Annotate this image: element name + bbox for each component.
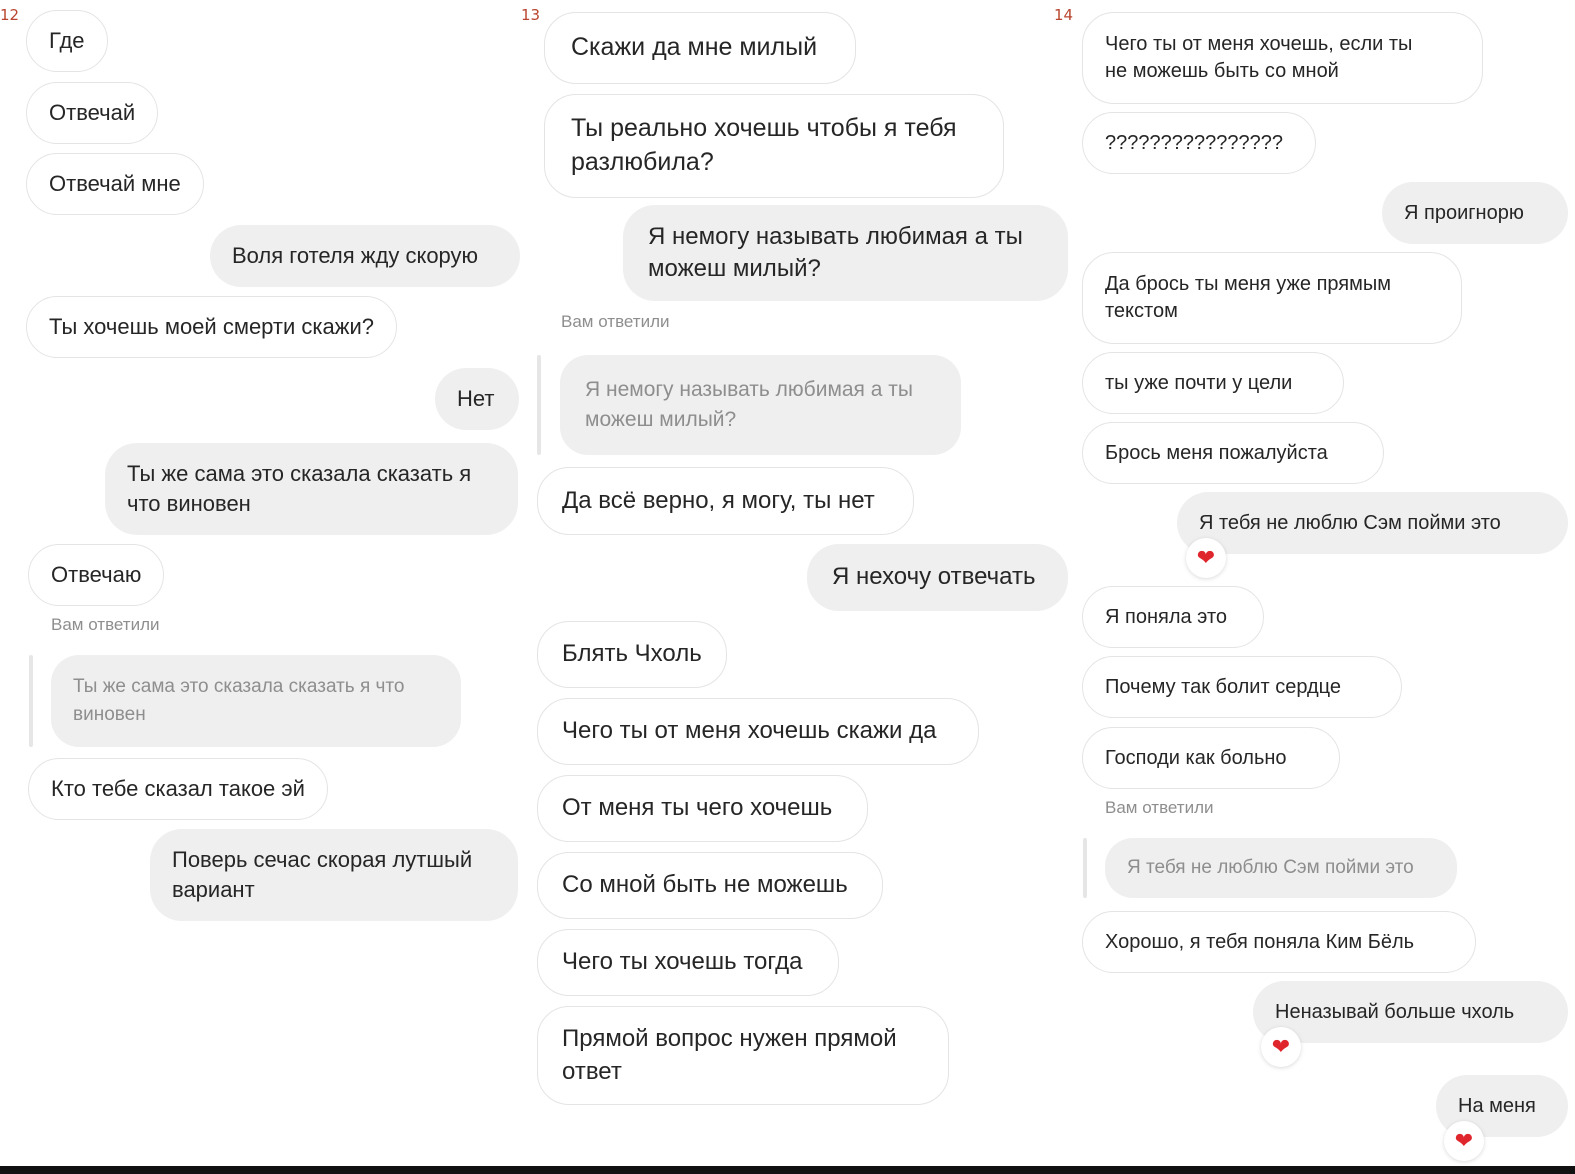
quote-bar	[537, 355, 541, 455]
quote-bar	[1083, 838, 1087, 898]
message-outgoing[interactable]: Неназывай больше чхоль	[1253, 981, 1568, 1043]
message-incoming[interactable]: От меня ты чего хочешь	[537, 775, 868, 842]
message-incoming[interactable]: Прямой вопрос нужен прямой ответ	[537, 1006, 949, 1105]
heart-icon: ❤	[1186, 538, 1226, 578]
message-outgoing[interactable]: Поверь сечас скорая лутшый вариант	[150, 829, 518, 921]
quoted-message[interactable]: Я немогу называть любимая а ты можеш милый?	[560, 355, 961, 455]
message-incoming[interactable]: Я поняла это	[1082, 586, 1264, 648]
quote-bar	[29, 655, 33, 747]
panel-number: 13	[521, 6, 541, 24]
message-outgoing[interactable]: Нет	[435, 368, 519, 430]
message-incoming[interactable]: Чего ты хочешь тогда	[537, 929, 839, 996]
message-incoming[interactable]: Господи как больно	[1082, 727, 1340, 789]
message-incoming[interactable]: ????????????????	[1082, 112, 1316, 174]
message-incoming[interactable]: Чего ты от меня хочешь, если ты не можешь быть со мной	[1082, 12, 1483, 104]
chat-panel-12	[0, 0, 530, 1166]
message-outgoing[interactable]: На меня	[1436, 1075, 1568, 1137]
message-incoming[interactable]: Да всё верно, я могу, ты нет	[537, 467, 914, 535]
message-incoming[interactable]: Ты хочешь моей смерти скажи?	[26, 296, 397, 358]
replied-label: Вам ответили	[51, 615, 160, 634]
message-incoming[interactable]: Чего ты от меня хочешь скажи да	[537, 698, 979, 765]
quoted-message[interactable]: Я тебя не люблю Сэм пойми это	[1105, 838, 1457, 898]
message-incoming[interactable]: Отвечай мне	[26, 153, 204, 215]
message-incoming[interactable]: Со мной быть не можешь	[537, 852, 883, 919]
panel-number: 14	[1054, 6, 1074, 24]
quoted-message[interactable]: Ты же сама это сказала сказать я что виновен	[51, 655, 461, 747]
message-outgoing[interactable]: Ты же сама это сказала сказать я что виновен	[105, 443, 518, 535]
chat-panel-13	[521, 0, 1070, 1166]
heart-icon: ❤	[1444, 1121, 1484, 1161]
message-outgoing[interactable]: Я тебя не люблю Сэм пойми это	[1177, 492, 1568, 554]
message-incoming[interactable]: Отвечай	[26, 82, 158, 144]
message-incoming[interactable]: Брось меня пожалуйста	[1082, 422, 1384, 484]
message-incoming[interactable]: Где	[26, 10, 108, 72]
panel-number: 12	[0, 6, 20, 24]
message-incoming[interactable]: Почему так болит сердце	[1082, 656, 1402, 718]
message-incoming[interactable]: Блять Чхоль	[537, 621, 727, 688]
message-incoming[interactable]: Отвечаю	[28, 544, 164, 606]
message-incoming[interactable]: Кто тебе сказал такое эй	[28, 758, 328, 820]
message-incoming[interactable]: Хорошо, я тебя поняла Ким Бёль	[1082, 911, 1476, 973]
replied-label: Вам ответили	[1105, 798, 1214, 817]
message-outgoing[interactable]: Я нехочу отвечать	[807, 544, 1068, 611]
message-outgoing[interactable]: Я проигнорю	[1382, 182, 1568, 244]
message-incoming[interactable]: Скажи да мне милый	[544, 12, 856, 84]
message-incoming[interactable]: Ты реально хочешь чтобы я тебя разлюбила?	[544, 94, 1004, 198]
heart-icon: ❤	[1261, 1027, 1301, 1067]
replied-label: Вам ответили	[561, 312, 670, 331]
message-incoming[interactable]: ты уже почти у цели	[1082, 352, 1344, 414]
chat-panel-14	[1054, 0, 1575, 1166]
bottom-border	[0, 1166, 1575, 1174]
message-incoming[interactable]: Да брось ты меня уже прямым текстом	[1082, 252, 1462, 344]
message-outgoing[interactable]: Воля готеля жду скорую	[210, 225, 520, 287]
message-outgoing[interactable]: Я немогу называть любимая а ты можеш милый?	[623, 205, 1068, 301]
